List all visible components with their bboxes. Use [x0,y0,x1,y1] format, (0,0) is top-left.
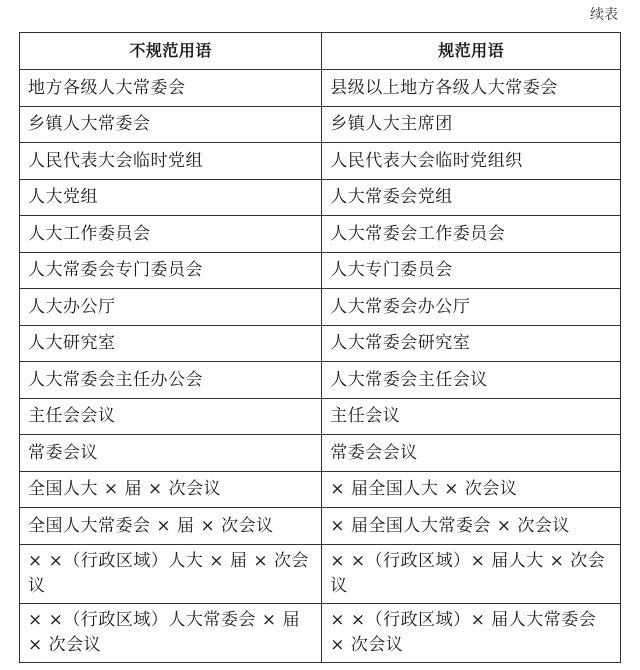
standard-term: 人大常委会党组 [322,179,621,216]
table-row [20,106,621,143]
table-row [20,216,621,253]
standard-term: 县级以上地方各级人大常委会 [322,70,621,107]
standard-term: 乡镇人大主席团 [322,106,621,143]
standard-term: 人大专门委员会 [322,252,621,289]
terminology-table [19,32,621,663]
nonstandard-term: 常委会议 [20,435,322,472]
nonstandard-term: 人大研究室 [20,325,322,362]
table-row [20,143,621,180]
table-row [20,398,621,435]
standard-term: × ×（行政区域）× 届人大常委会 × 次会议 [322,603,621,662]
nonstandard-term: 人大工作委员会 [20,216,322,253]
standard-term: 人大常委会主任会议 [322,362,621,399]
table-row [20,435,621,472]
nonstandard-term: × ×（行政区域）人大常委会 × 届 × 次会议 [20,603,322,662]
standard-term: 人大常委会工作委员会 [322,216,621,253]
standard-term: 人大常委会研究室 [322,325,621,362]
standard-term: 人民代表大会临时党组织 [322,143,621,180]
table-row [20,603,621,662]
standard-term: × 届全国人大 × 次会议 [322,471,621,508]
standard-term: × 届全国人大常委会 × 次会议 [322,508,621,545]
table-row [20,325,621,362]
table-row [20,471,621,508]
table-row [20,179,621,216]
nonstandard-term: 人大常委会主任办公会 [20,362,322,399]
continued-label: 续表 [590,7,618,23]
table-header-row [20,33,621,70]
nonstandard-term: 人民代表大会临时党组 [20,143,322,180]
standard-term: 人大常委会办公厅 [322,289,621,326]
header-standard: 规范用语 [322,33,621,70]
table-row [20,362,621,399]
standard-term: 主任会议 [322,398,621,435]
table-row [20,508,621,545]
nonstandard-term: × ×（行政区域）人大 × 届 × 次会议 [20,544,322,603]
nonstandard-term: 全国人大 × 届 × 次会议 [20,471,322,508]
standard-term: × ×（行政区域）× 届人大 × 次会议 [322,544,621,603]
nonstandard-term: 人大党组 [20,179,322,216]
nonstandard-term: 地方各级人大常委会 [20,70,322,107]
nonstandard-term: 乡镇人大常委会 [20,106,322,143]
nonstandard-term: 全国人大常委会 × 届 × 次会议 [20,508,322,545]
table-row [20,289,621,326]
header-nonstandard: 不规范用语 [20,33,322,70]
table-row [20,70,621,107]
table-row [20,544,621,603]
nonstandard-term: 人大办公厅 [20,289,322,326]
table-row [20,252,621,289]
nonstandard-term: 人大常委会专门委员会 [20,252,322,289]
nonstandard-term: 主任会会议 [20,398,322,435]
standard-term: 常委会会议 [322,435,621,472]
